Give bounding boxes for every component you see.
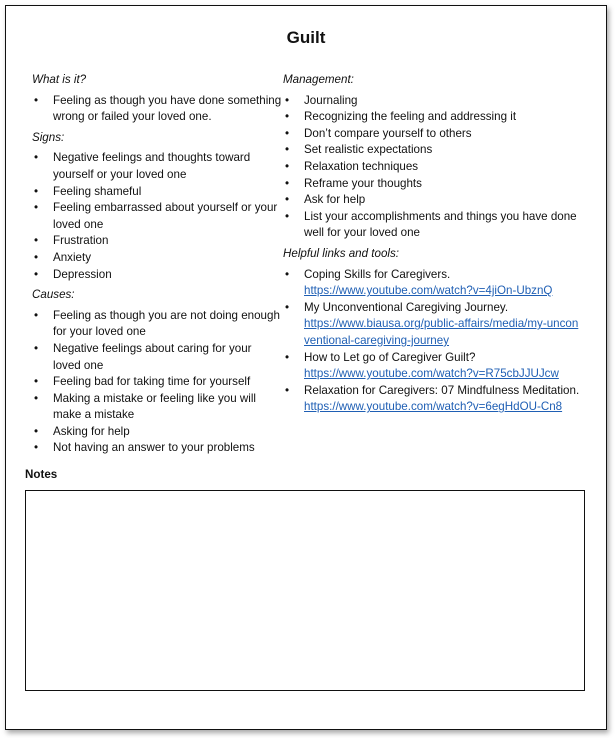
- bullet-icon: •: [285, 126, 290, 140]
- link-url[interactable]: https://www.youtube.com/watch?v=6egHdOU-Cn8: [304, 400, 563, 414]
- list-item: • List your accomplishments and things you have done well for your loved one: [285, 209, 577, 240]
- bullet-icon: •: [285, 383, 290, 397]
- list-item: • Feeling shameful: [32, 184, 282, 201]
- management-heading: Management:: [283, 73, 354, 86]
- notes-input[interactable]: [26, 491, 584, 690]
- what-is-it-list: [32, 93, 282, 126]
- list-item: • Making a mistake or feeling like you will make a mistake: [34, 391, 256, 422]
- list-item: • Reframe your thoughts: [283, 176, 583, 193]
- bullet-icon: •: [285, 143, 290, 157]
- bullet-icon: •: [285, 176, 290, 190]
- bullet-icon: •: [285, 193, 290, 207]
- link-url[interactable]: https://www.biausa.org/public-affairs/media/my-unconventional-caregiving-journey: [304, 317, 579, 347]
- signs-heading: Signs:: [32, 130, 65, 144]
- list-item: • Journaling: [283, 93, 583, 110]
- document-page: [5, 5, 607, 730]
- bullet-icon: •: [285, 110, 290, 124]
- causes-list: [32, 308, 282, 457]
- page-title: Guilt: [286, 28, 326, 47]
- signs-list: [32, 150, 282, 283]
- list-item: • Recognizing the feeling and addressing it: [283, 109, 583, 126]
- bullet-icon: •: [285, 209, 290, 223]
- notes-box[interactable]: [25, 490, 585, 691]
- helpful-links-list: [283, 267, 583, 416]
- list-item: • Set realistic expectations: [283, 142, 583, 159]
- what-is-it-heading: What is it?: [32, 73, 87, 86]
- bullet-icon: •: [34, 267, 39, 281]
- list-item: • Feeling as though you have done something wrong or failed your loved one.: [34, 93, 282, 124]
- list-item: • Don’t compare yourself to others: [283, 126, 583, 143]
- list-item: • Negative feelings and thoughts toward yourself or your loved one: [34, 151, 251, 181]
- link-item: [283, 267, 583, 300]
- causes-heading: Causes:: [32, 288, 75, 302]
- notes-label: Notes: [25, 468, 58, 481]
- link-item: [283, 300, 583, 350]
- bullet-icon: •: [34, 308, 39, 322]
- bullet-icon: •: [34, 93, 39, 107]
- helpful-links-heading: Helpful links and tools:: [283, 246, 399, 260]
- list-item: • Depression: [32, 267, 282, 284]
- list-item: • Feeling bad for taking time for yourself: [32, 374, 282, 391]
- bullet-icon: •: [285, 267, 290, 281]
- bullet-icon: •: [34, 341, 39, 355]
- bullet-icon: •: [34, 184, 39, 198]
- list-item: • Anxiety: [32, 250, 282, 267]
- bullet-icon: •: [34, 391, 39, 405]
- bullet-icon: •: [285, 300, 290, 314]
- right-column: [283, 72, 583, 420]
- list-item: • Asking for help: [32, 424, 282, 441]
- bullet-icon: •: [34, 201, 39, 215]
- link-item: [283, 383, 583, 416]
- list-item: • Not having an answer to your problems: [32, 440, 282, 457]
- bullet-icon: •: [34, 234, 39, 248]
- bullet-icon: •: [34, 424, 39, 438]
- link-label: Coping Skills for Caregivers.: [304, 267, 451, 281]
- link-url[interactable]: https://www.youtube.com/watch?v=R75cbJJUJcw: [304, 367, 559, 381]
- link-label: My Unconventional Caregiving Journey.: [304, 300, 509, 314]
- bullet-icon: •: [285, 159, 290, 173]
- bullet-icon: •: [285, 350, 290, 364]
- bullet-icon: •: [34, 441, 39, 455]
- list-item: • Ask for help: [283, 192, 583, 209]
- management-list: [283, 93, 583, 242]
- list-item: • Feeling as though you are not doing enough for your loved one: [34, 308, 280, 339]
- left-column: [32, 72, 282, 461]
- bullet-icon: •: [34, 151, 39, 165]
- bullet-icon: •: [34, 375, 39, 389]
- link-label: Relaxation for Caregivers: 07 Mindfulness Meditation.: [304, 383, 580, 397]
- bullet-icon: •: [34, 250, 39, 264]
- list-item: • Frustration: [32, 233, 282, 250]
- link-url[interactable]: https://www.youtube.com/watch?v=4jiOn-UbznQ: [304, 284, 553, 298]
- link-item: [283, 350, 583, 383]
- list-item: • Relaxation techniques: [283, 159, 583, 176]
- list-item: • Feeling embarrassed about yourself or your loved one: [34, 201, 278, 231]
- list-item: • Negative feelings about caring for your loved one: [34, 341, 252, 372]
- bullet-icon: •: [285, 93, 290, 107]
- link-label: How to Let go of Caregiver Guilt?: [304, 350, 476, 364]
